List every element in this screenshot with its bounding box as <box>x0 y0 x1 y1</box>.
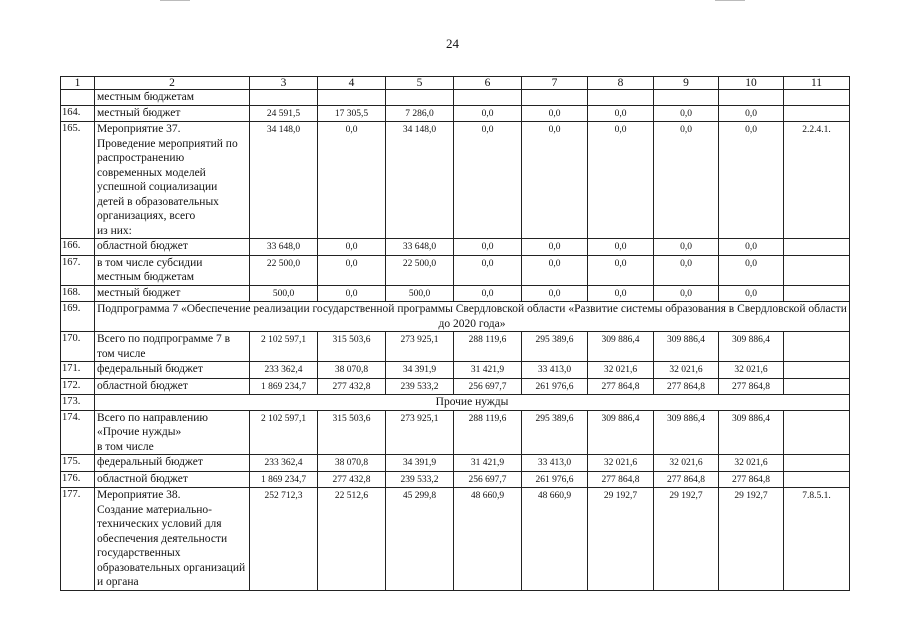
section-heading: Прочие нужды <box>95 395 850 411</box>
row-name: федеральный бюджет <box>95 362 250 379</box>
value-cell: 309 886,4 <box>654 332 719 362</box>
value-cell: 239 533,2 <box>386 471 454 488</box>
column-header: 4 <box>318 77 386 90</box>
value-cell <box>250 90 318 106</box>
value-cell: 38 070,8 <box>318 362 386 379</box>
value-cell: 34 391,9 <box>386 362 454 379</box>
value-cell <box>386 90 454 106</box>
target-code <box>784 332 850 362</box>
row-name: Мероприятие 37. Проведение мероприятий по распространению современных моделей успешной социализации детей в образовательных организациях, всего из них: <box>95 122 250 239</box>
value-cell: 31 421,9 <box>454 362 522 379</box>
value-cell: 0,0 <box>654 105 719 122</box>
value-cell: 0,0 <box>719 285 784 302</box>
value-cell: 277 864,8 <box>588 378 654 395</box>
value-cell: 32 021,6 <box>719 362 784 379</box>
row-name: местный бюджет <box>95 285 250 302</box>
row-number: 173. <box>61 395 95 411</box>
target-code <box>784 471 850 488</box>
row-number: 175. <box>61 455 95 472</box>
value-cell: 233 362,4 <box>250 362 318 379</box>
value-cell: 0,0 <box>318 122 386 239</box>
column-header: 10 <box>719 77 784 90</box>
table-row <box>61 122 850 239</box>
header-row <box>61 77 850 90</box>
value-cell: 33 413,0 <box>522 362 588 379</box>
target-code <box>784 455 850 472</box>
table-row <box>61 239 850 256</box>
value-cell: 273 925,1 <box>386 410 454 455</box>
target-code <box>784 378 850 395</box>
value-cell: 32 021,6 <box>654 362 719 379</box>
row-number: 166. <box>61 239 95 256</box>
column-header: 5 <box>386 77 454 90</box>
value-cell: 0,0 <box>522 122 588 239</box>
value-cell: 48 660,9 <box>454 488 522 591</box>
table-row <box>61 471 850 488</box>
target-code <box>784 255 850 285</box>
value-cell: 0,0 <box>719 122 784 239</box>
row-number: 176. <box>61 471 95 488</box>
value-cell: 0,0 <box>454 285 522 302</box>
value-cell: 31 421,9 <box>454 455 522 472</box>
value-cell: 32 021,6 <box>588 362 654 379</box>
value-cell: 0,0 <box>522 255 588 285</box>
value-cell: 309 886,4 <box>588 332 654 362</box>
row-number: 169. <box>61 302 95 332</box>
value-cell: 33 648,0 <box>250 239 318 256</box>
value-cell: 0,0 <box>522 285 588 302</box>
value-cell <box>318 90 386 106</box>
value-cell: 309 886,4 <box>654 410 719 455</box>
target-code <box>784 362 850 379</box>
target-code: 7.8.5.1. <box>784 488 850 591</box>
row-name: местным бюджетам <box>95 90 250 106</box>
value-cell: 38 070,8 <box>318 455 386 472</box>
value-cell: 0,0 <box>654 122 719 239</box>
value-cell: 0,0 <box>719 105 784 122</box>
row-number: 167. <box>61 255 95 285</box>
value-cell: 29 192,7 <box>654 488 719 591</box>
value-cell: 33 413,0 <box>522 455 588 472</box>
scan-artifact <box>160 0 190 1</box>
value-cell: 0,0 <box>454 255 522 285</box>
value-cell: 33 648,0 <box>386 239 454 256</box>
table-row <box>61 255 850 285</box>
value-cell: 273 925,1 <box>386 332 454 362</box>
value-cell: 288 119,6 <box>454 332 522 362</box>
value-cell: 0,0 <box>654 239 719 256</box>
value-cell: 17 305,5 <box>318 105 386 122</box>
section-heading: Подпрограмма 7 «Обеспечение реализации государственной программы Свердловской области «Развитие системы образования в Свердловской области до 2020 года» <box>95 302 850 332</box>
column-header: 7 <box>522 77 588 90</box>
value-cell: 1 869 234,7 <box>250 471 318 488</box>
value-cell: 34 391,9 <box>386 455 454 472</box>
target-code <box>784 90 850 106</box>
table-row <box>61 488 850 591</box>
value-cell: 295 389,6 <box>522 332 588 362</box>
table-row <box>61 105 850 122</box>
value-cell: 277 432,8 <box>318 471 386 488</box>
target-code <box>784 239 850 256</box>
row-name: в том числе субсидии местным бюджетам <box>95 255 250 285</box>
row-number: 174. <box>61 410 95 455</box>
value-cell: 2 102 597,1 <box>250 410 318 455</box>
value-cell: 29 192,7 <box>719 488 784 591</box>
row-number: 165. <box>61 122 95 239</box>
column-header: 8 <box>588 77 654 90</box>
value-cell <box>522 90 588 106</box>
value-cell: 0,0 <box>318 285 386 302</box>
value-cell: 1 869 234,7 <box>250 378 318 395</box>
value-cell: 32 021,6 <box>588 455 654 472</box>
table-row <box>61 302 850 332</box>
value-cell <box>654 90 719 106</box>
value-cell: 277 864,8 <box>588 471 654 488</box>
value-cell: 7 286,0 <box>386 105 454 122</box>
value-cell: 261 976,6 <box>522 378 588 395</box>
column-header: 6 <box>454 77 522 90</box>
target-code <box>784 105 850 122</box>
value-cell: 0,0 <box>588 255 654 285</box>
table-row <box>61 455 850 472</box>
target-code <box>784 410 850 455</box>
table-row <box>61 395 850 411</box>
value-cell: 277 864,8 <box>719 378 784 395</box>
row-name: федеральный бюджет <box>95 455 250 472</box>
value-cell: 315 503,6 <box>318 410 386 455</box>
value-cell: 0,0 <box>588 122 654 239</box>
value-cell <box>588 90 654 106</box>
table-row <box>61 285 850 302</box>
value-cell: 233 362,4 <box>250 455 318 472</box>
value-cell: 45 299,8 <box>386 488 454 591</box>
value-cell: 309 886,4 <box>719 410 784 455</box>
row-number: 170. <box>61 332 95 362</box>
value-cell: 256 697,7 <box>454 471 522 488</box>
value-cell: 295 389,6 <box>522 410 588 455</box>
value-cell: 500,0 <box>386 285 454 302</box>
value-cell: 0,0 <box>522 239 588 256</box>
row-number: 177. <box>61 488 95 591</box>
value-cell: 239 533,2 <box>386 378 454 395</box>
table-body <box>61 90 850 591</box>
value-cell: 315 503,6 <box>318 332 386 362</box>
value-cell: 309 886,4 <box>588 410 654 455</box>
row-name: Мероприятие 38. Создание материально-технических условий для обеспечения деятельности государственных образовательных организаций и органа <box>95 488 250 591</box>
value-cell: 0,0 <box>719 255 784 285</box>
value-cell: 277 864,8 <box>719 471 784 488</box>
value-cell: 277 432,8 <box>318 378 386 395</box>
value-cell: 277 864,8 <box>654 378 719 395</box>
value-cell: 2 102 597,1 <box>250 332 318 362</box>
value-cell: 34 148,0 <box>250 122 318 239</box>
value-cell: 48 660,9 <box>522 488 588 591</box>
scan-artifact <box>715 0 745 1</box>
row-name: областной бюджет <box>95 239 250 256</box>
value-cell: 0,0 <box>588 105 654 122</box>
row-number: 168. <box>61 285 95 302</box>
value-cell: 22 512,6 <box>318 488 386 591</box>
column-header: 3 <box>250 77 318 90</box>
value-cell: 32 021,6 <box>654 455 719 472</box>
table-row <box>61 410 850 455</box>
column-header: 1 <box>61 77 95 90</box>
column-header: 11 <box>784 77 850 90</box>
page-number: 24 <box>446 36 459 51</box>
row-name: местный бюджет <box>95 105 250 122</box>
value-cell: 0,0 <box>588 239 654 256</box>
value-cell: 288 119,6 <box>454 410 522 455</box>
value-cell: 252 712,3 <box>250 488 318 591</box>
value-cell: 34 148,0 <box>386 122 454 239</box>
value-cell: 22 500,0 <box>250 255 318 285</box>
row-name: областной бюджет <box>95 378 250 395</box>
value-cell: 0,0 <box>454 239 522 256</box>
value-cell: 0,0 <box>318 255 386 285</box>
value-cell: 22 500,0 <box>386 255 454 285</box>
column-header: 2 <box>95 77 250 90</box>
value-cell: 24 591,5 <box>250 105 318 122</box>
table-row <box>61 378 850 395</box>
value-cell <box>719 90 784 106</box>
table-row <box>61 90 850 106</box>
value-cell: 256 697,7 <box>454 378 522 395</box>
value-cell: 0,0 <box>522 105 588 122</box>
value-cell: 32 021,6 <box>719 455 784 472</box>
column-header: 9 <box>654 77 719 90</box>
table-row <box>61 362 850 379</box>
target-code <box>784 285 850 302</box>
value-cell: 0,0 <box>318 239 386 256</box>
value-cell: 500,0 <box>250 285 318 302</box>
row-name: Всего по подпрограмме 7 в том числе <box>95 332 250 362</box>
value-cell: 309 886,4 <box>719 332 784 362</box>
value-cell: 0,0 <box>654 285 719 302</box>
value-cell <box>454 90 522 106</box>
value-cell: 0,0 <box>719 239 784 256</box>
budget-table <box>60 76 850 591</box>
value-cell: 0,0 <box>654 255 719 285</box>
row-number: 171. <box>61 362 95 379</box>
value-cell: 0,0 <box>588 285 654 302</box>
value-cell: 277 864,8 <box>654 471 719 488</box>
value-cell: 29 192,7 <box>588 488 654 591</box>
row-number: 172. <box>61 378 95 395</box>
row-number: 164. <box>61 105 95 122</box>
row-number <box>61 90 95 106</box>
value-cell: 261 976,6 <box>522 471 588 488</box>
target-code: 2.2.4.1. <box>784 122 850 239</box>
value-cell: 0,0 <box>454 105 522 122</box>
value-cell: 0,0 <box>454 122 522 239</box>
row-name: областной бюджет <box>95 471 250 488</box>
row-name: Всего по направлению «Прочие нужды» в том числе <box>95 410 250 455</box>
table-row <box>61 332 850 362</box>
